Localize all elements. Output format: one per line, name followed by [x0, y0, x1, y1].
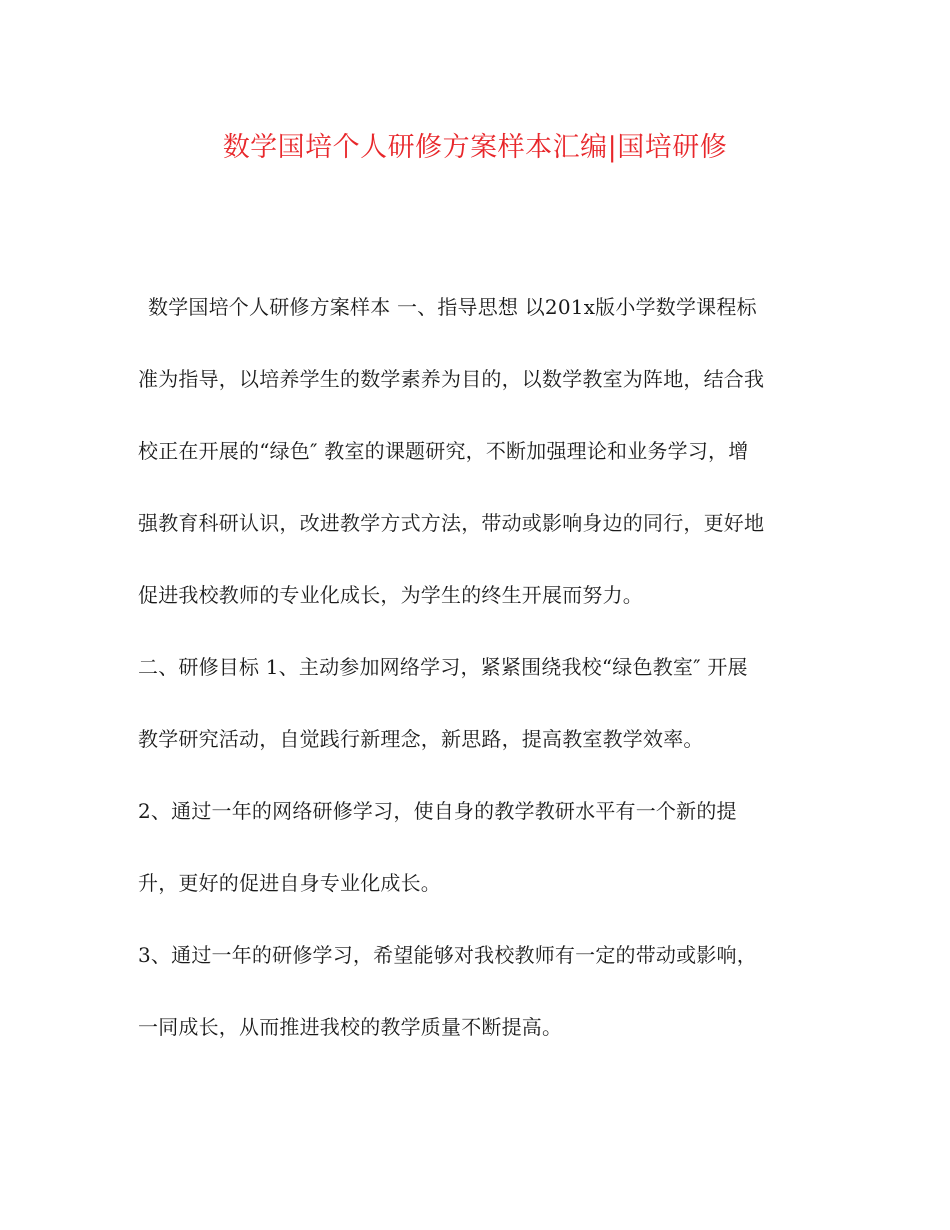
paragraph-line: 校正在开展的“绿色″ 教室的课题研究，不断加强理论和业务学习，增 — [138, 439, 749, 463]
paragraph-line: 二、研修目标 1、主动参加网络学习，紧紧围绕我校“绿色教室″ 开展 — [138, 655, 748, 679]
paragraph-line: 升，更好的促进自身专业化成长。 — [138, 871, 441, 895]
paragraph-line: 准为指导，以培养学生的数学素养为目的，以数学教室为阵地，结合我 — [138, 367, 765, 391]
paragraph-line: 促进我校教师的专业化成长，为学生的终生开展而努力。 — [138, 583, 643, 607]
document-title: 数学国培个人研修方案样本汇编|国培研修 — [222, 132, 728, 163]
paragraph-line: 一同成长，从而推进我校的教学质量不断提高。 — [138, 1015, 563, 1039]
paragraph-line: 数学国培个人研修方案样本 一、指导思想 以201x版小学数学课程标 — [148, 295, 757, 319]
paragraph-line: 3、通过一年的研修学习，希望能够对我校教师有一定的带动或影响， — [138, 943, 757, 967]
paragraph-line: 强教育科研认识，改进教学方式方法，带动或影响身边的同行，更好地 — [138, 511, 765, 535]
paragraph-line: 教学研究活动，自觉践行新理念，新思路，提高教室教学效率。 — [138, 727, 704, 751]
paragraph-line: 2、通过一年的网络研修学习，使自身的教学教研水平有一个新的提 — [138, 799, 737, 823]
